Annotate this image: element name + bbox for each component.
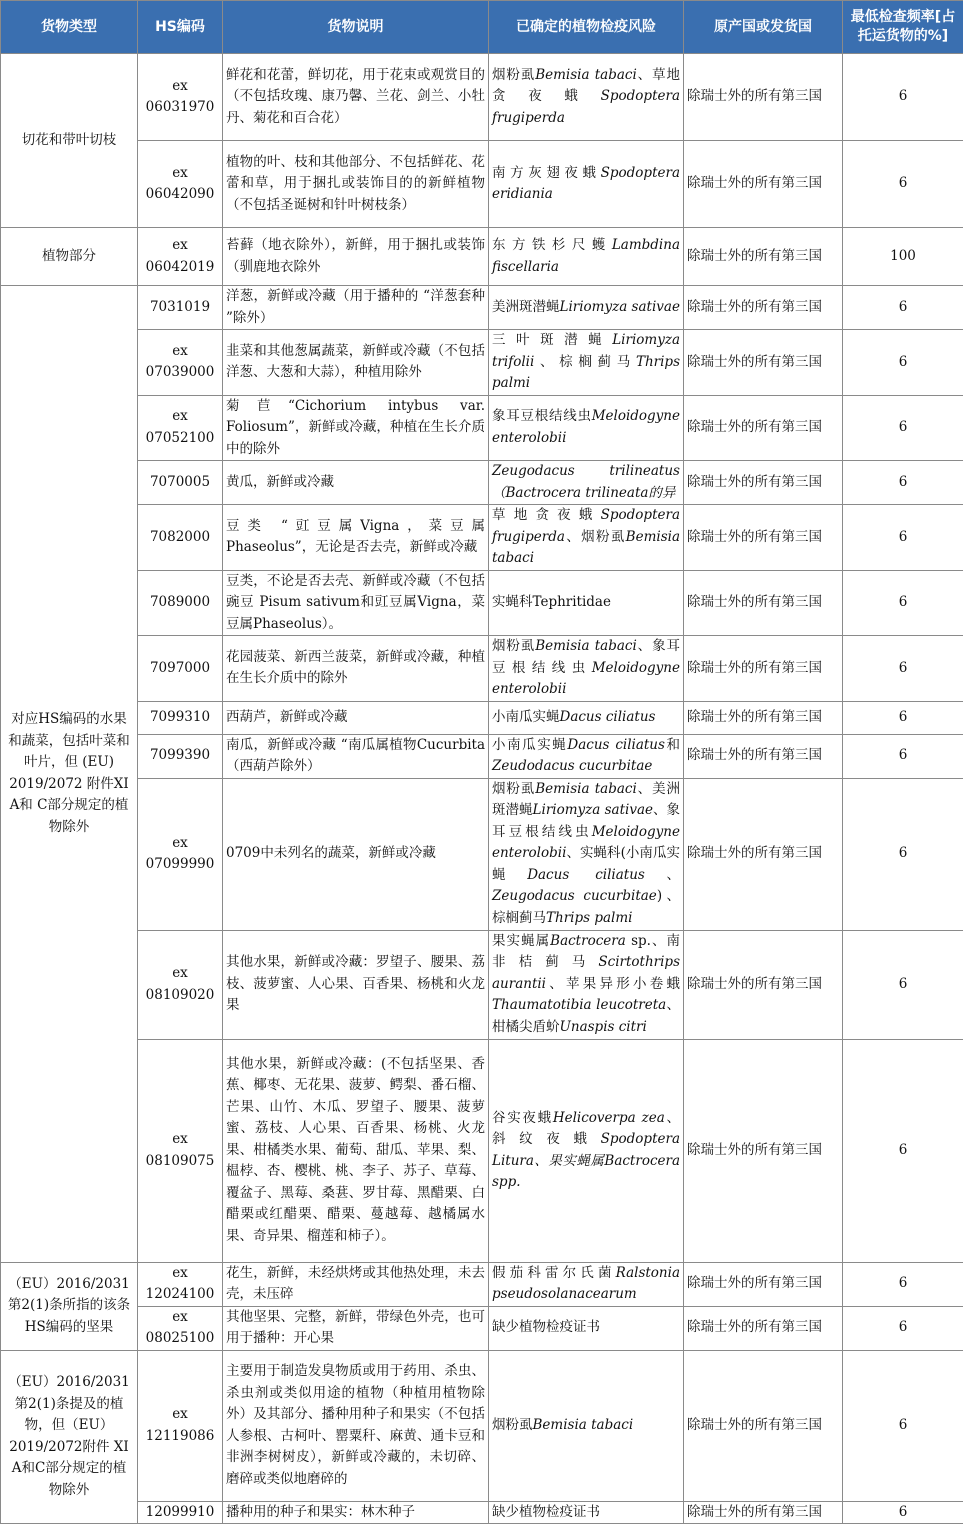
description-cell: 韭菜和其他葱属蔬菜，新鲜或冷藏（不包括洋葱、大葱和大蒜），种植用除外 bbox=[223, 330, 489, 396]
risk-text: Meloidogyne enterolobii bbox=[492, 408, 680, 446]
risk-cell bbox=[489, 778, 684, 930]
hs-code-cell: 7099310 bbox=[138, 701, 223, 734]
risk-text: Zeugodacus trilineatus（Bactrocera trilineata的异 bbox=[492, 463, 680, 501]
risk-text: 、象耳豆根结线虫 bbox=[492, 638, 680, 676]
risk-text: 三叶斑潜蝇 bbox=[492, 332, 612, 348]
risk-cell bbox=[489, 54, 684, 141]
risk-text: 小南瓜实蝇 bbox=[492, 737, 567, 753]
description-cell: 播种用的种子和果实：林木种子 bbox=[223, 1501, 489, 1524]
risk-text: 、象耳豆根结线虫 bbox=[492, 802, 680, 840]
description-cell: 鲜花和花蕾，鲜切花，用于花束或观赏目的（不包括玫瑰、康乃馨、兰花、剑兰、小牡丹、菊花和百合花） bbox=[223, 54, 489, 141]
risk-text: 烟粉虱 bbox=[492, 781, 535, 797]
risk-text: Bemisia tabaci bbox=[535, 781, 637, 797]
origin-cell: 除瑞士外的所有第三国 bbox=[684, 461, 843, 505]
table-row bbox=[1, 395, 963, 461]
risk-text: Dacus ciliatus bbox=[527, 867, 645, 883]
header-description: 货物说明 bbox=[223, 1, 489, 54]
frequency-cell: 6 bbox=[843, 1306, 963, 1350]
origin-cell: 除瑞士外的所有第三国 bbox=[684, 930, 843, 1039]
table-row bbox=[1, 286, 963, 330]
table-row bbox=[1, 778, 963, 930]
risk-text: Liriomyza sativae bbox=[533, 802, 653, 818]
hs-code-cell: ex 06031970 bbox=[138, 54, 223, 141]
table-row bbox=[1, 636, 963, 702]
risk-cell bbox=[489, 734, 684, 778]
risk-text: 、柑橘尖盾蚧 bbox=[492, 997, 680, 1035]
origin-cell: 除瑞士外的所有第三国 bbox=[684, 778, 843, 930]
hs-code-cell: ex 07039000 bbox=[138, 330, 223, 396]
description-cell: 0709中未列名的蔬菜，新鲜或冷藏 bbox=[223, 778, 489, 930]
frequency-cell: 6 bbox=[843, 54, 963, 141]
risk-text: Meloidogyne enterolobii bbox=[492, 824, 680, 862]
risk-cell bbox=[489, 636, 684, 702]
origin-cell: 除瑞士外的所有第三国 bbox=[684, 1039, 843, 1262]
description-cell: 其他坚果、完整，新鲜，带绿色外壳，也可用于播种：开心果 bbox=[223, 1306, 489, 1350]
risk-cell bbox=[489, 505, 684, 571]
description-cell: 其他水果，新鲜或冷藏：(不包括坚果、香蕉、椰枣、无花果、菠萝、鳄梨、番石榴、芒果、山竹、木瓜、罗望子、腰果、菠萝蜜、荔枝、人心果、百香果、杨桃、火龙果、柑橘类水果、葡萄、甜瓜、苹果、梨、榅桲、杏、樱桃、桃、李子、苏子、草莓、覆盆子、黑莓、桑葚、罗甘莓、黑醋栗、白醋栗或红醋栗、醋栗、蔓越莓、越橘属水果、奇异果、榴莲和柿子）。 bbox=[223, 1039, 489, 1262]
risk-text: Zeudodacus cucurbitae bbox=[492, 758, 652, 774]
description-cell: 植物的叶、枝和其他部分、不包括鲜花、花蕾和草，用于捆扎或装饰目的的新鲜植物（不包括圣诞树和针叶树枝条） bbox=[223, 141, 489, 228]
description-cell: 豆类，不论是否去壳、新鲜或冷藏（不包括豌豆 Pisum sativum和豇豆属Vigna，菜豆属Phaseolus）。 bbox=[223, 570, 489, 636]
risk-text: 、苹果异形小卷蛾 bbox=[546, 976, 680, 992]
origin-cell: 除瑞士外的所有第三国 bbox=[684, 286, 843, 330]
header-goods-type: 货物类型 bbox=[1, 1, 138, 54]
frequency-cell: 6 bbox=[843, 701, 963, 734]
origin-cell: 除瑞士外的所有第三国 bbox=[684, 734, 843, 778]
description-cell: 黄瓜，新鲜或冷藏 bbox=[223, 461, 489, 505]
risk-cell bbox=[489, 461, 684, 505]
origin-cell: 除瑞士外的所有第三国 bbox=[684, 1501, 843, 1524]
table-row bbox=[1, 1501, 963, 1524]
risk-text: 和 bbox=[665, 737, 680, 753]
frequency-cell: 6 bbox=[843, 778, 963, 930]
risk-text: 东方铁杉尺蠖 bbox=[492, 237, 612, 253]
origin-cell: 除瑞士外的所有第三国 bbox=[684, 330, 843, 396]
description-cell: 菊苣“Cichorium intybus var. Foliosum”，新鲜或冷藏，种植在生长介质中的除外 bbox=[223, 395, 489, 461]
risk-text: 缺少植物检疫证书 bbox=[492, 1504, 600, 1520]
risk-text: 谷实夜蛾 bbox=[492, 1110, 553, 1126]
risk-text: Bemisia tabaci bbox=[492, 529, 680, 567]
table-row bbox=[1, 930, 963, 1039]
goods-type-cell: 植物部分 bbox=[1, 228, 138, 286]
table-row bbox=[1, 1262, 963, 1306]
risk-text: Spodoptera Litura bbox=[492, 1131, 680, 1169]
risk-text: Meloidogyne enterolobii bbox=[492, 660, 680, 698]
frequency-cell: 6 bbox=[843, 141, 963, 228]
goods-type-cell: （EU）2016/2031第2(1)条提及的植物，但（EU）2019/2072附件 XI A和C部分规定的植物除外 bbox=[1, 1350, 138, 1524]
risk-text: 果实蝇属 bbox=[492, 933, 550, 949]
header-row bbox=[1, 1, 963, 54]
risk-text: 、斜纹夜蛾 bbox=[492, 1110, 680, 1148]
description-cell: 苔藓（地衣除外），新鲜，用于捆扎或装饰（驯鹿地衣除外 bbox=[223, 228, 489, 286]
frequency-cell: 6 bbox=[843, 1262, 963, 1306]
risk-cell bbox=[489, 701, 684, 734]
risk-text: 、烟粉虱 bbox=[565, 529, 626, 545]
risk-text: 烟粉虱 bbox=[492, 638, 535, 654]
origin-cell: 除瑞士外的所有第三国 bbox=[684, 54, 843, 141]
hs-code-cell: ex 08109075 bbox=[138, 1039, 223, 1262]
description-cell: 花园菠菜、新西兰菠菜，新鲜或冷藏，种植在生长介质中的除外 bbox=[223, 636, 489, 702]
risk-text: Bemisia tabaci bbox=[533, 1417, 634, 1433]
risk-cell bbox=[489, 330, 684, 396]
goods-type-cell: 切花和带叶切枝 bbox=[1, 54, 138, 228]
hs-code-cell: ex 08025100 bbox=[138, 1306, 223, 1350]
risk-text: 、果实蝇属 bbox=[534, 1153, 605, 1169]
frequency-cell: 6 bbox=[843, 636, 963, 702]
risk-text: 假茄科雷尔氏菌 bbox=[492, 1265, 616, 1281]
risk-text: 烟粉虱 bbox=[492, 1417, 533, 1433]
description-cell: 洋葱，新鲜或冷藏（用于播种的 “洋葱套种 ”除外） bbox=[223, 286, 489, 330]
header-origin: 原产国或发货国 bbox=[684, 1, 843, 54]
header-frequency: 最低检查频率[占托运货物的%] bbox=[843, 1, 963, 54]
description-cell: 其他水果，新鲜或冷藏：罗望子、腰果、荔枝、菠萝蜜、人心果、百香果、杨桃和火龙果 bbox=[223, 930, 489, 1039]
description-cell: 主要用于制造发臭物质或用于药用、杀虫、杀虫剂或类似用途的植物（种植用植物除外）及其部分、播种用种子和果实（不包括人参根、古柯叶、罂粟秆、麻黄、通卡豆和非洲李树树皮），新鲜或冷藏的，未切碎、磨碎或类似地磨碎的 bbox=[223, 1350, 489, 1501]
frequency-cell: 6 bbox=[843, 930, 963, 1039]
table-row bbox=[1, 505, 963, 571]
risk-text: Dacus ciliatus bbox=[560, 709, 656, 725]
origin-cell: 除瑞士外的所有第三国 bbox=[684, 1306, 843, 1350]
origin-cell: 除瑞士外的所有第三国 bbox=[684, 505, 843, 571]
risk-text: Liriomyza sativae bbox=[560, 299, 680, 315]
risk-text: Ralstonia pseudosolanacearum bbox=[492, 1265, 680, 1303]
risk-cell bbox=[489, 1350, 684, 1501]
table-row bbox=[1, 1306, 963, 1350]
table-row bbox=[1, 734, 963, 778]
hs-code-cell: 7097000 bbox=[138, 636, 223, 702]
frequency-cell: 6 bbox=[843, 734, 963, 778]
frequency-cell: 6 bbox=[843, 1501, 963, 1524]
risk-text: )、棕榈蓟马 bbox=[492, 888, 680, 926]
risk-text: Spodoptera eridiania bbox=[492, 165, 680, 203]
risk-text: Thaumatotibia leucotreta bbox=[492, 997, 666, 1013]
risk-text: 美洲斑潜蝇 bbox=[492, 299, 560, 315]
frequency-cell: 6 bbox=[843, 1039, 963, 1262]
origin-cell: 除瑞士外的所有第三国 bbox=[684, 228, 843, 286]
hs-code-cell: ex 08109020 bbox=[138, 930, 223, 1039]
risk-text: 缺少植物检疫证书 bbox=[492, 1319, 600, 1335]
risk-cell bbox=[489, 1306, 684, 1350]
hs-code-cell: ex 06042019 bbox=[138, 228, 223, 286]
description-cell: 南瓜，新鲜或冷藏 “南瓜属植物Cucurbita（西葫芦除外） bbox=[223, 734, 489, 778]
frequency-cell: 6 bbox=[843, 570, 963, 636]
origin-cell: 除瑞士外的所有第三国 bbox=[684, 141, 843, 228]
table-row bbox=[1, 461, 963, 505]
risk-cell bbox=[489, 570, 684, 636]
risk-cell bbox=[489, 228, 684, 286]
hs-code-cell: ex 07052100 bbox=[138, 395, 223, 461]
hs-code-cell: ex 07099990 bbox=[138, 778, 223, 930]
risk-text: 、草地贪夜蛾 bbox=[492, 67, 680, 105]
hs-code-cell: 12099910 bbox=[138, 1501, 223, 1524]
risk-text: Spodoptera frugiperda bbox=[492, 507, 680, 545]
risk-text: 、美洲斑潜蝇 bbox=[492, 781, 680, 819]
goods-type-cell: （EU）2016/2031第2(1)条所指的该条HS编码的坚果 bbox=[1, 1262, 138, 1350]
hs-code-cell: ex 06042090 bbox=[138, 141, 223, 228]
table-row bbox=[1, 570, 963, 636]
frequency-cell: 6 bbox=[843, 330, 963, 396]
risk-cell bbox=[489, 395, 684, 461]
frequency-cell: 100 bbox=[843, 228, 963, 286]
hs-code-cell: 7099390 bbox=[138, 734, 223, 778]
hs-code-cell: ex 12024100 bbox=[138, 1262, 223, 1306]
origin-cell: 除瑞士外的所有第三国 bbox=[684, 1350, 843, 1501]
risk-text: Helicoverpa zea bbox=[553, 1110, 665, 1126]
goods-type-cell: 对应HS编码的水果和蔬菜，包括叶菜和叶片，但 (EU) 2019/2072 附件XI A和 C部分规定的植物除外 bbox=[1, 286, 138, 1263]
risk-text: Spodoptera frugiperda bbox=[492, 88, 680, 126]
risk-cell bbox=[489, 141, 684, 228]
risk-text: 小南瓜实蝇 bbox=[492, 709, 560, 725]
risk-cell bbox=[489, 930, 684, 1039]
frequency-cell: 6 bbox=[843, 461, 963, 505]
frequency-cell: 6 bbox=[843, 1350, 963, 1501]
risk-text: 、 bbox=[645, 867, 680, 883]
hs-code-cell: 7031019 bbox=[138, 286, 223, 330]
table-row bbox=[1, 1039, 963, 1262]
description-cell: 豆类 “豇豆属Vigna，菜豆属Phaseolus”，无论是否去壳，新鲜或冷藏 bbox=[223, 505, 489, 571]
hs-code-cell: ex 12119086 bbox=[138, 1350, 223, 1501]
hs-code-cell: 7070005 bbox=[138, 461, 223, 505]
origin-cell: 除瑞士外的所有第三国 bbox=[684, 570, 843, 636]
risk-text: 、棕榈蓟马 bbox=[534, 354, 636, 370]
risk-cell bbox=[489, 286, 684, 330]
table-row bbox=[1, 701, 963, 734]
risk-text: Liriomyza trifolii bbox=[492, 332, 680, 370]
risk-text: Thrips palmi bbox=[492, 354, 680, 392]
table-row bbox=[1, 1350, 963, 1501]
header-risk: 已确定的植物检疫风险 bbox=[489, 1, 684, 54]
origin-cell: 除瑞士外的所有第三国 bbox=[684, 395, 843, 461]
risk-text: 实蝇科Tephritidae bbox=[492, 594, 611, 610]
frequency-cell: 6 bbox=[843, 505, 963, 571]
table-row bbox=[1, 54, 963, 141]
risk-text: sp.、南非桔蓟马 bbox=[492, 933, 680, 971]
description-cell: 西葫芦，新鲜或冷藏 bbox=[223, 701, 489, 734]
hs-code-cell: 7089000 bbox=[138, 570, 223, 636]
table-row bbox=[1, 141, 963, 228]
frequency-cell: 6 bbox=[843, 286, 963, 330]
header-hs-code: HS编码 bbox=[138, 1, 223, 54]
risk-text: 南方灰翅夜蛾 bbox=[492, 165, 601, 181]
origin-cell: 除瑞士外的所有第三国 bbox=[684, 1262, 843, 1306]
hs-code-cell: 7082000 bbox=[138, 505, 223, 571]
risk-text: Bemisia tabaci bbox=[535, 67, 637, 83]
risk-text: 、实蝇科(小南瓜实蝇 bbox=[492, 845, 680, 883]
risk-text: Zeugodacus cucurbitae bbox=[492, 888, 657, 904]
frequency-cell: 6 bbox=[843, 395, 963, 461]
origin-cell: 除瑞士外的所有第三国 bbox=[684, 701, 843, 734]
risk-text: Dacus ciliatus bbox=[567, 737, 665, 753]
risk-text: 象耳豆根结线虫 bbox=[492, 408, 592, 424]
risk-cell bbox=[489, 1039, 684, 1262]
table-row bbox=[1, 330, 963, 396]
table-row bbox=[1, 228, 963, 286]
risk-text: 烟粉虱 bbox=[492, 67, 535, 83]
description-cell: 花生，新鲜，未经烘烤或其他热处理，未去壳，未压碎 bbox=[223, 1262, 489, 1306]
risk-text: Scirtothrips aurantii bbox=[492, 954, 680, 992]
risk-text: Unaspis citri bbox=[560, 1019, 647, 1035]
risk-text: Thrips palmi bbox=[546, 910, 632, 926]
risk-cell bbox=[489, 1501, 684, 1524]
risk-text: Lambdina fiscellaria bbox=[492, 237, 680, 275]
risk-text: Bactrocera bbox=[550, 933, 626, 949]
origin-cell: 除瑞士外的所有第三国 bbox=[684, 636, 843, 702]
risk-cell bbox=[489, 1262, 684, 1306]
risk-text: Bemisia tabaci bbox=[535, 638, 637, 654]
risk-text: 草地贪夜蛾 bbox=[492, 507, 601, 523]
risk-text: Bactrocera spp. bbox=[492, 1153, 680, 1191]
